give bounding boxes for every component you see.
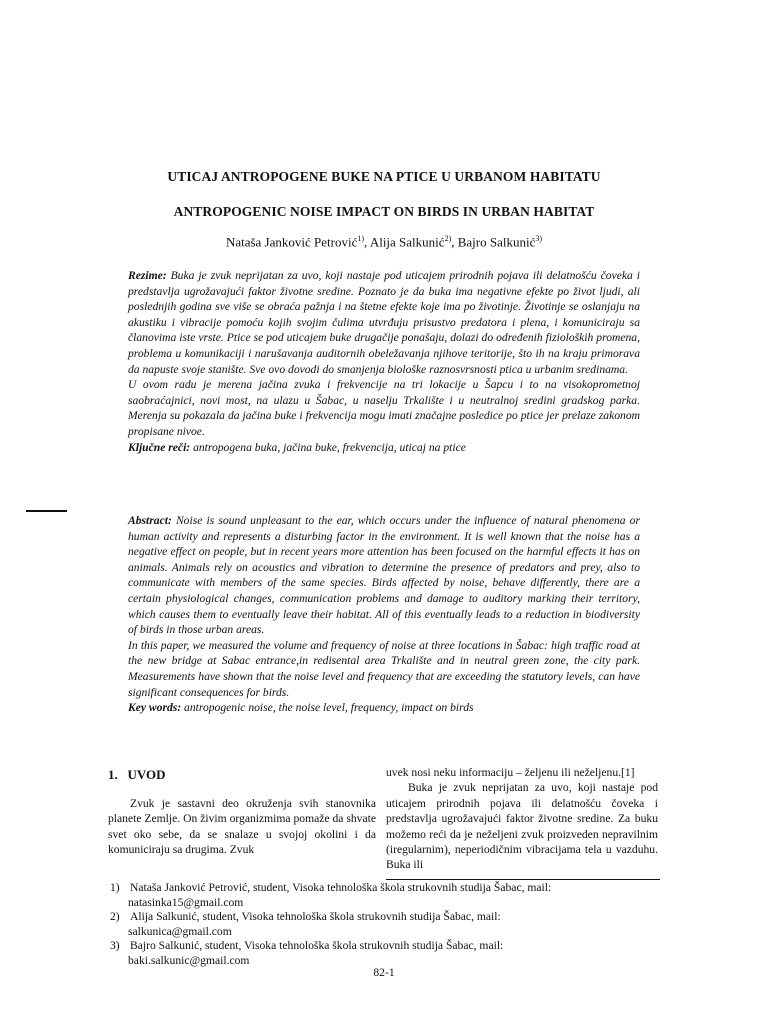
- author-name: Nataša Janković Petrović: [225, 234, 358, 250]
- author-name: Alija Salkunić: [369, 234, 445, 250]
- left-column-paragraph: Zvuk je sastavni deo okruženja svih stanovnika planete Zemlje. On živim organizmima pomaže da shvate svet oko sebe, da se snalaze u svojoj okolini i da komuniciraju sa drugima. Zvuk: [108, 797, 376, 857]
- rezime-paragraph-1: Buka je zvuk neprijatan za uvo, koji nastaje pod uticajem prirodnih pojava ili delatnošću čoveka i predstavlja ugrožavajući faktor životne sredine. Poznato je da buka ima negativne efekte po život ljudi, ali poslednjih godina sve više se obraća pažnja i na štetne efekte koje ima po životinje. Životinje se oslanjaju na akustiku i vibracije pomoću kojih svojim čulima utvrđuju prisustvo predatora i plena, i komuniciraju sa članovima iste vrste. Ptice se pod uticajem buke drugačije ponašaju, dolazi do određenih fizioloških promena, problema u komunikaciji i narušavanja auditornih obeležavanja njihove teritorije, što ih na kraju primorava da napuste svoje stanište. Sve ovo dovodi do smanjenja biološke raznosvrsnosti ptica u urbanim sredinama.: [128, 269, 640, 376]
- abstract-paragraph-2: In this paper, we measured the volume and frequency of noise at three locations in Šabac: high traffic road at the new bridge at Sabac entrance,in redisental area Trkalište and in neutral green zone, the city park. Measurements have shown that the noise level and frequency that are exceeding the statutory levels, can have significant consequences for birds.: [128, 638, 640, 699]
- abstract-block: [128, 513, 640, 716]
- footnote-email: baki.salkunic@gmail.com: [128, 953, 250, 967]
- abstract-label: Abstract:: [128, 514, 172, 527]
- author-list: Nataša Janković Petrović$^{1)}$, Alija Salkunić$^{2)}$, Bajro Salkunić$^{3)}$: [225, 234, 543, 250]
- author-name: Bajro Salkunić: [457, 234, 536, 250]
- page-number: 82-1: [373, 966, 395, 979]
- footnote-number: 3): [110, 939, 120, 953]
- author-mark: 3): [535, 234, 543, 243]
- keywords-en: antropogenic noise, the noise level, frequency, impact on birds: [184, 701, 474, 715]
- title-english: ANTROPOGENIC NOISE IMPACT ON BIRDS IN URBAN HABITAT: [173, 204, 595, 219]
- right-column: [386, 765, 658, 873]
- footnote-number: 1): [110, 881, 120, 894]
- left-column: [108, 796, 376, 858]
- right-column-paragraph-2: Buka je zvuk neprijatan za uvo, koji nastaje pod uticajem prirodnih pojava ili delatnošću čoveka i predstavlja ugrožavajući faktor životne sredine. Za buku možemo reći da je neželjeni zvuk proizveden nepravilnim (iregularnim), neperiodičnim vibracijama tela u vazduhu. Buka ili: [386, 781, 658, 872]
- rezime-label: Rezime:: [128, 269, 167, 282]
- footnote-item: [110, 881, 670, 896]
- footnote-separator: [386, 879, 660, 880]
- left-margin-rule: [26, 510, 67, 512]
- footnote-item: [110, 910, 670, 925]
- rezime-paragraph-2: U ovom radu je merena jačina zvuka i frekvencije na tri lokacije u Šapcu i to na visokoprometnoj saobraćajnici, novi most, na ulazu u Šabac, u naselju Trkalište i u neutralnoj sredini gradskog parka. Merenja su pokazala da jačina buke i frekvencija mogu imati značajne posledice po ptice jer prelaze zakonom propisane nivoe.: [128, 378, 640, 438]
- author-mark: 2): [444, 234, 452, 243]
- section-heading: 1. UVOD: [108, 767, 166, 782]
- footnote-text: Bajro Salkunić, student, Visoka tehnološka škola strukovnih studija Šabac, mail:: [130, 939, 504, 953]
- rezime-block: [128, 268, 640, 455]
- keywords-sr: antropogena buka, jačina buke, frekvencija, uticaj na ptice: [193, 440, 466, 454]
- right-column-paragraph-1: uvek nosi neku informaciju – željenu ili neželjenu.[1]: [386, 766, 635, 779]
- footnote-text: Nataša Janković Petrović, student, Visoka tehnološka škola strukovnih studija Šabac, mail:: [130, 881, 552, 894]
- footnote-item: [110, 939, 670, 954]
- footnote-email: natasinka15@gmail.com: [128, 895, 244, 909]
- keywords-label-sr: Ključne reči:: [128, 440, 191, 454]
- keywords-label-en: Key words:: [128, 701, 182, 715]
- abstract-paragraph-1: Noise is sound unpleasant to the ear, which occurs under the influence of natural phenomena or human activity and represents a disturbing factor in the environment. It is well known that the noise has a negative effect on people, but in recent years more attention has been focused on the harmful effects it has on animals. Animals rely on acoustics and vibration to determine the presence of predators and prey, also to communicate with members of the same species. Birds affected by noise, behave differently, there are a certain physiological changes, communication problems and damage to auditory marking their territory, which causes them to eventually leave their habitat. All of this eventually leads to a reduction in biodiversity of birds in those urban areas.: [128, 514, 640, 637]
- footnote-email: salkunica@gmail.com: [128, 924, 232, 938]
- title-serbian: UTICAJ ANTROPOGENE BUKE NA PTICE U URBANOM HABITATU: [167, 169, 601, 184]
- footnote-number: 2): [110, 910, 120, 924]
- footnotes: [110, 881, 670, 969]
- footnote-text: Alija Salkunić, student, Visoka tehnološka škola strukovnih studija Šabac, mail:: [130, 910, 501, 924]
- author-mark: 1): [357, 234, 365, 243]
